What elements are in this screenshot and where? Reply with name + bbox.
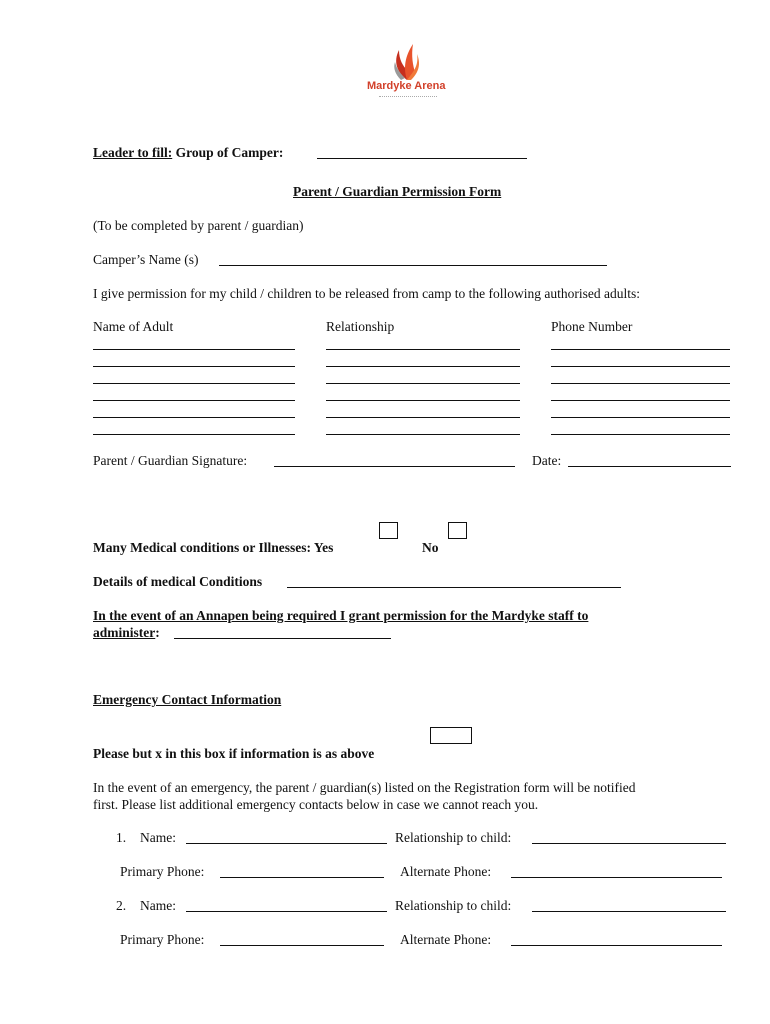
adult-phone-field[interactable] bbox=[551, 383, 730, 384]
group-of-camper-field[interactable] bbox=[317, 158, 527, 159]
contact-primary-phone-field[interactable] bbox=[220, 945, 384, 946]
annapen-administer bbox=[93, 625, 160, 641]
contact-primary-phone-field[interactable] bbox=[220, 877, 384, 878]
same-as-above-instruction: Please but x in this box if information is as above bbox=[93, 746, 375, 761]
contact-alternate-phone-field[interactable] bbox=[511, 945, 722, 946]
contact-alternate-phone-field[interactable] bbox=[511, 877, 722, 878]
medical-yes-checkbox[interactable] bbox=[379, 522, 398, 539]
signature-field[interactable] bbox=[274, 466, 515, 467]
emergency-notice-line1: In the event of an emergency, the parent / guardian(s) listed on the Registration form will be notified bbox=[93, 780, 636, 795]
medical-details-field[interactable] bbox=[287, 587, 621, 588]
adult-relationship-field[interactable] bbox=[326, 417, 520, 418]
contact-name-label: Name: bbox=[140, 830, 176, 845]
annapen-field[interactable] bbox=[174, 638, 391, 639]
header-name-of-adult: Name of Adult bbox=[93, 319, 174, 334]
contact-name-label: Name: bbox=[140, 898, 176, 913]
flame-logo-icon bbox=[357, 40, 457, 82]
medical-details-label: Details of medical Conditions bbox=[93, 574, 263, 589]
contact-primary-phone-label: Primary Phone: bbox=[120, 864, 205, 879]
date-field[interactable] bbox=[568, 466, 731, 467]
medical-no-checkbox[interactable] bbox=[448, 522, 467, 539]
medical-question: Many Medical conditions or Illnesses: Yes bbox=[93, 540, 334, 555]
adult-phone-field[interactable] bbox=[551, 400, 730, 401]
group-of-camper-label: Group of Camper: bbox=[175, 145, 284, 160]
logo-tagline-rule bbox=[379, 96, 437, 97]
contact-name-field[interactable] bbox=[186, 843, 387, 844]
same-as-above-checkbox[interactable] bbox=[430, 727, 472, 744]
header-phone-number: Phone Number bbox=[551, 319, 633, 334]
form-title: Parent / Guardian Permission Form bbox=[293, 184, 502, 199]
adult-name-field[interactable] bbox=[93, 366, 295, 367]
adult-name-field[interactable] bbox=[93, 349, 295, 350]
annapen-administer-label: administer bbox=[93, 625, 156, 640]
camper-name-field[interactable] bbox=[219, 265, 607, 266]
adult-name-field[interactable] bbox=[93, 434, 295, 435]
emergency-notice-line2: first. Please list additional emergency contacts below in case we cannot reach you. bbox=[93, 797, 539, 812]
permission-statement: I give permission for my child / children to be released from camp to the following authorised adults: bbox=[93, 286, 640, 301]
annapen-colon: : bbox=[155, 625, 160, 640]
contact-alternate-phone-label: Alternate Phone: bbox=[400, 932, 492, 947]
contact-relationship-field[interactable] bbox=[532, 911, 726, 912]
adult-name-field[interactable] bbox=[93, 383, 295, 384]
adult-phone-field[interactable] bbox=[551, 417, 730, 418]
header-relationship: Relationship bbox=[326, 319, 395, 334]
contact-primary-phone-label: Primary Phone: bbox=[120, 932, 205, 947]
contact-name-field[interactable] bbox=[186, 911, 387, 912]
adult-phone-field[interactable] bbox=[551, 349, 730, 350]
adult-name-field[interactable] bbox=[93, 417, 295, 418]
adult-name-field[interactable] bbox=[93, 400, 295, 401]
adult-phone-field[interactable] bbox=[551, 434, 730, 435]
leader-section bbox=[93, 145, 283, 161]
annapen-statement: In the event of an Annapen being required I grant permission for the Mardyke staff to bbox=[93, 608, 589, 623]
contact-number: 1. bbox=[116, 830, 127, 845]
signature-label: Parent / Guardian Signature: bbox=[93, 453, 248, 468]
date-label: Date: bbox=[532, 453, 562, 468]
adult-relationship-field[interactable] bbox=[326, 366, 520, 367]
adult-relationship-field[interactable] bbox=[326, 434, 520, 435]
adult-phone-field[interactable] bbox=[551, 366, 730, 367]
adult-relationship-field[interactable] bbox=[326, 400, 520, 401]
logo-brand-name: Mardyke Arena bbox=[367, 80, 446, 92]
adult-relationship-field[interactable] bbox=[326, 383, 520, 384]
emergency-heading: Emergency Contact Information bbox=[93, 692, 282, 707]
contact-relationship-label: Relationship to child: bbox=[395, 898, 512, 913]
camper-name-label: Camper’s Name (s) bbox=[93, 252, 199, 267]
contact-number: 2. bbox=[116, 898, 127, 913]
mardyke-arena-logo bbox=[357, 40, 457, 102]
form-instruction: (To be completed by parent / guardian) bbox=[93, 218, 304, 233]
leader-label: Leader to fill: bbox=[93, 145, 173, 160]
contact-relationship-label: Relationship to child: bbox=[395, 830, 512, 845]
adult-relationship-field[interactable] bbox=[326, 349, 520, 350]
contact-alternate-phone-label: Alternate Phone: bbox=[400, 864, 492, 879]
medical-no-label: No bbox=[422, 540, 439, 555]
contact-relationship-field[interactable] bbox=[532, 843, 726, 844]
